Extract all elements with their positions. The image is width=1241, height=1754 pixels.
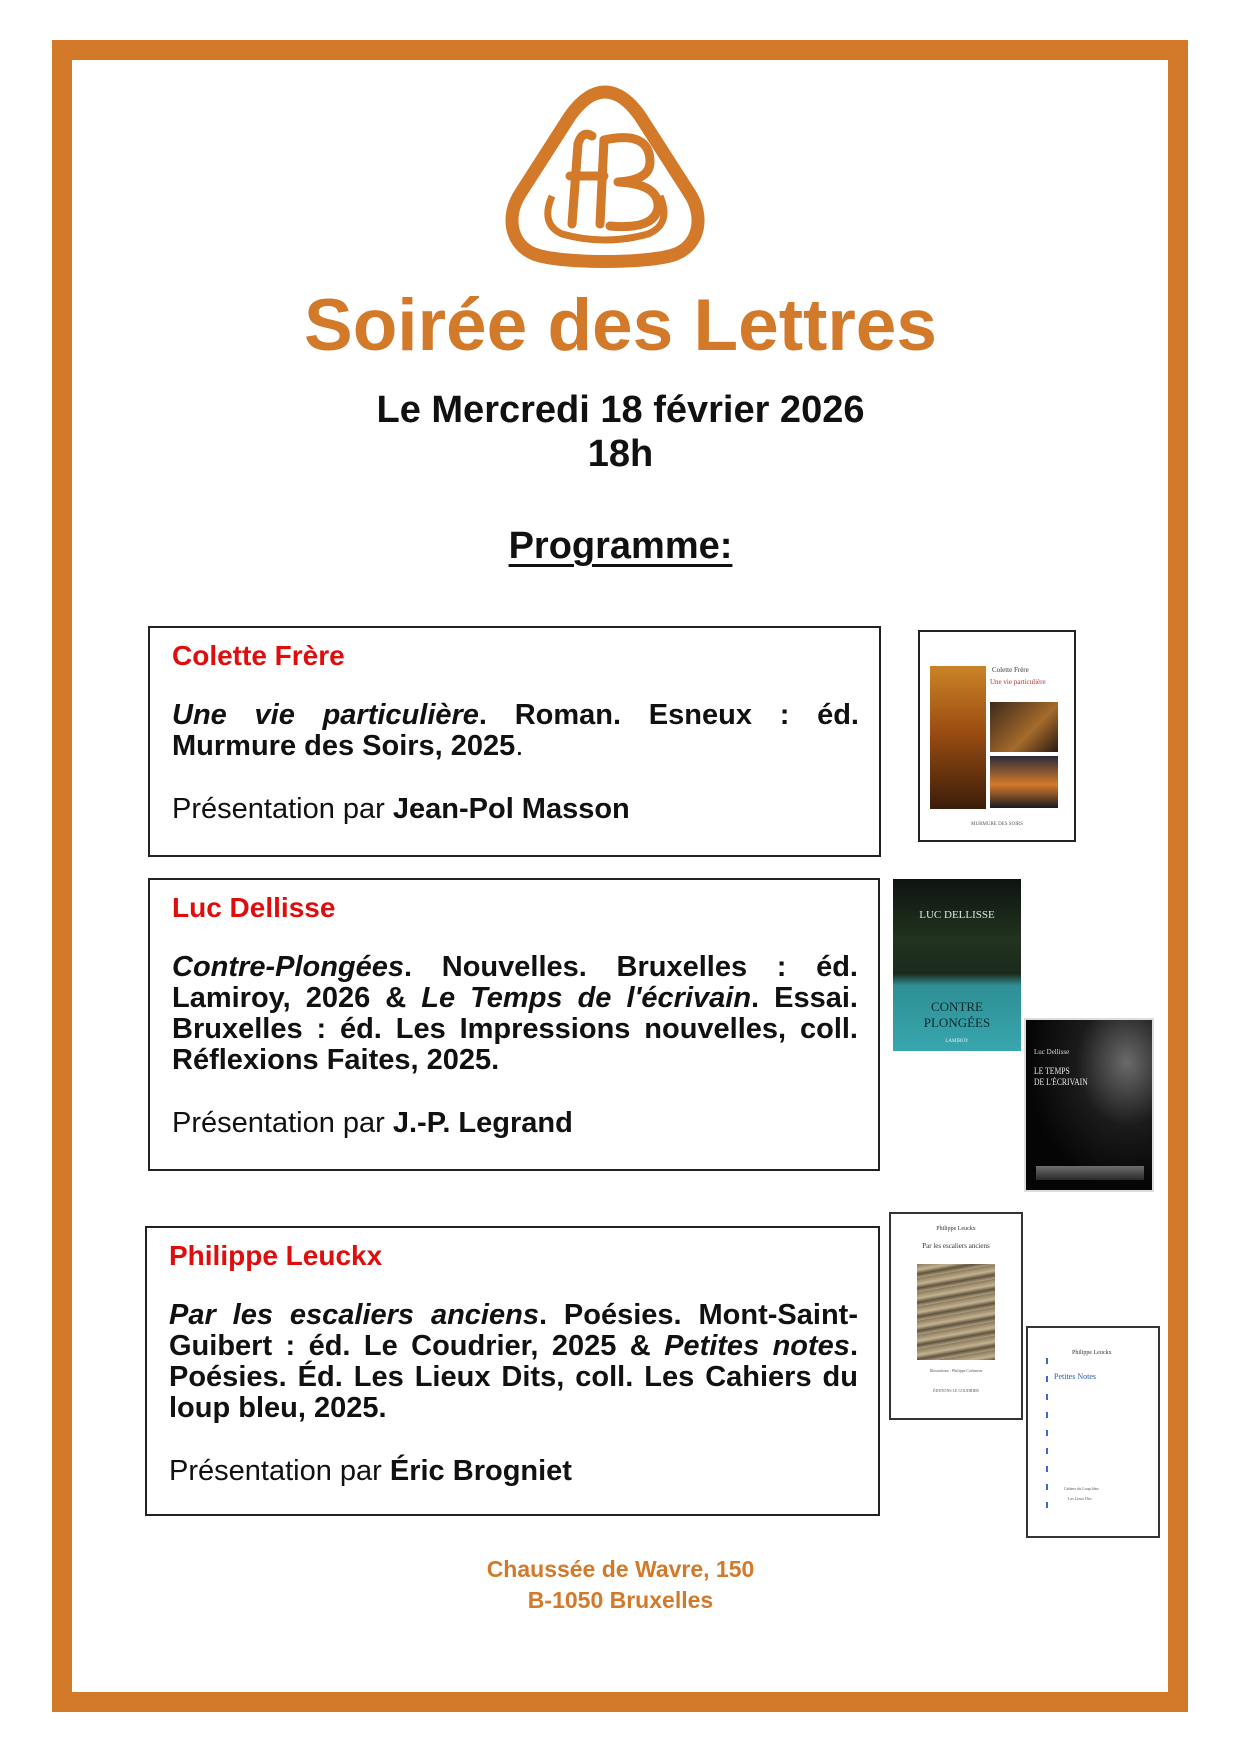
entry-box-philippe-leuckx [145, 1226, 880, 1516]
book-description: Une vie particulière. Roman. Esneux : éd. Murmure des Soirs, 2025. [172, 699, 859, 762]
entry-box-colette-frere [148, 626, 881, 857]
book-cover-petites-notes: Philippe Leuckx Petites Notes Cahiers du Loup bleu Les Lieux Dits [1026, 1326, 1160, 1538]
presentation-line: Présentation par Éric Brogniet [169, 1455, 572, 1487]
cover-photo-book [1036, 1166, 1144, 1180]
cover-photo-sunset [990, 756, 1058, 808]
book-description: Par les escaliers anciens. Poésies. Mont-Saint-Guibert : éd. Le Coudrier, 2025 & Petites notes. Poésies. Éd. Les Lieux Dits, coll. Les Cahiers du loup bleu, 2025. [169, 1299, 859, 1424]
cover-photo-stairs [917, 1264, 995, 1360]
presentation-line: Présentation par Jean-Pol Masson [172, 793, 630, 825]
event-title: Soirée des Lettres [304, 285, 937, 366]
book-title: Petites notes [664, 1330, 850, 1362]
book-cover-par-les-escaliers-anciens: Philippe Leuckx Par les escaliers anciens Illustrations : Philippe Coëtmeur ÉDITIONS LE COUDRIER [889, 1212, 1023, 1420]
author-name: Colette Frère [172, 640, 345, 671]
entry-box-luc-dellisse [148, 878, 880, 1171]
address-line1: Chaussée de Wavre, 150 [486, 1556, 755, 1582]
event-time: 18h [587, 433, 654, 475]
event-date: Le Mercredi 18 février 2026 [376, 389, 865, 431]
book-cover-contre-plongees: LUC DELLISSE CONTRE PLONGÉES LAMIROY [893, 879, 1021, 1051]
book-title: Contre-Plongées [172, 951, 405, 983]
book-title: Par les escaliers anciens [169, 1299, 539, 1331]
presenter-name: Éric Brogniet [389, 1455, 572, 1487]
cover-photo-interior [990, 702, 1058, 752]
book-description: Contre-Plongées. Nouvelles. Bruxelles : éd. Lamiroy, 2026 & Le Temps de l'écrivain. Essai. Bruxelles : éd. Les Impressions nouvelles, coll. Réflexions Faites, 2025. [172, 951, 858, 1076]
programme-heading: Programme: [508, 525, 733, 567]
book-cover-le-temps-de-l-ecrivain: Luc Dellisse LE TEMPS DE L'ÉCRIVAIN [1024, 1018, 1154, 1192]
cover-decoration-line [1046, 1358, 1048, 1518]
book-cover-une-vie-particuliere: Colette Frère Une vie particulière MURMURE DES SOIRS [918, 630, 1076, 842]
author-name: Philippe Leuckx [169, 1240, 383, 1271]
presenter-name: J.-P. Legrand [392, 1107, 573, 1139]
cover-photo-forest [930, 666, 986, 809]
address-line2: B-1050 Bruxelles [527, 1587, 714, 1613]
author-name: Luc Dellisse [172, 892, 336, 923]
book-title: Le Temps de l'écrivain [421, 982, 752, 1014]
presenter-name: Jean-Pol Masson [392, 793, 630, 825]
presentation-line: Présentation par J.-P. Legrand [172, 1107, 573, 1139]
ahb-monogram-logo [500, 84, 710, 268]
book-title: Une vie particulière [172, 699, 479, 731]
